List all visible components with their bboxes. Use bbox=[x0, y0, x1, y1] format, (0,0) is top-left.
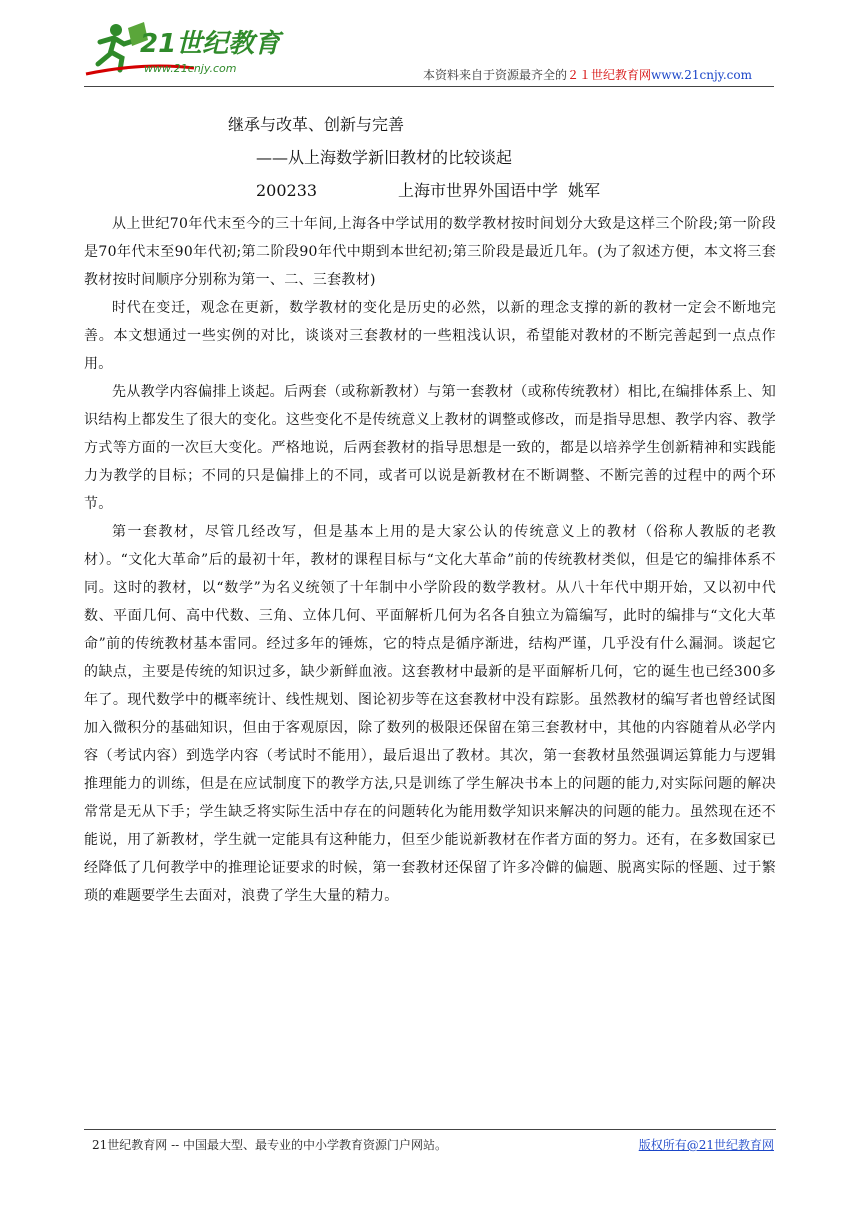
paragraph: 从上世纪70年代末至今的三十年间,上海各中学试用的数学教材按时间划分大致是这样三个阶段;第一阶段是70年代末至90年代初;第二阶段90年代中期到本世纪初;第三阶段是最近几年。(为了叙述方便，本文将三套教材按时间顺序分别称为第一、二、三套教材) bbox=[84, 216, 776, 288]
header-note-prefix: 本资料来自于资源最齐全的 bbox=[423, 68, 568, 82]
article-body bbox=[84, 210, 776, 910]
header-note-url-link[interactable]: www.21cnjy.com bbox=[651, 68, 752, 82]
page-header bbox=[0, 0, 860, 90]
header-note-site: ２１世纪教育网 bbox=[567, 68, 652, 82]
author-name: 姚军 bbox=[568, 181, 601, 200]
paragraph: 先从教学内容偏排上谈起。后两套（或称新教材）与第一套教材（或称传统教材）相比,在编排体系上、知识结构上都发生了很大的变化。这些变化不是传统意义上教材的调整或修改，而是指导思想、教学内容、教学方式等方面的一次巨大变化。严格地说，后两套教材的指导思想是一致的，都是以培养学生创新精神和实践能力为教学的目标；不同的只是偏排上的不同，或者可以说是新教材在不断调整、不断完善的过程中的两个环节。 bbox=[84, 384, 776, 512]
footer-copyright-link[interactable]: 版权所有@21世纪教育网 bbox=[638, 1138, 774, 1152]
logo-url-text: www.21cnjy.com bbox=[144, 62, 237, 75]
article-title: 继承与改革、创新与完善 bbox=[228, 115, 405, 134]
logo-graphic bbox=[84, 18, 284, 80]
postal-code: 200233 bbox=[256, 181, 318, 200]
paragraph: 时代在变迁，观念在更新，数学教材的变化是历史的必然，以新的理念支撑的新的教材一定会不断地完善。本文想通过一些实例的对比，谈谈对三套教材的一些粗浅认识，希望能对教材的不断完善起到一点点作用。 bbox=[84, 300, 776, 372]
header-divider bbox=[84, 86, 774, 87]
article-meta bbox=[256, 181, 600, 201]
header-source-note bbox=[423, 68, 752, 82]
footer-divider bbox=[84, 1129, 776, 1130]
article-subtitle: ——从上海数学新旧教材的比较谈起 bbox=[256, 148, 513, 167]
school-name: 上海市世界外国语中学 bbox=[398, 181, 559, 200]
logo-text: 21世纪教育 bbox=[140, 29, 281, 59]
footer-site-description: 21世纪教育网 -- 中国最大型、最专业的中小学教育资源门户网站。 bbox=[92, 1138, 448, 1152]
site-logo[interactable] bbox=[84, 18, 284, 80]
paragraph: 第一套教材，尽管几经改写，但是基本上用的是大家公认的传统意义上的教材（俗称人教版的老教材）。“文化大革命”后的最初十年，教材的课程目标与“文化大革命”前的传统教材类似，但是它的编排体系不同。这时的教材，以“数学”为名义统领了十年制中小学阶段的数学教材。从八十年代中期开始，又以初中代数、平面几何、高中代数、三角、立体几何、平面解析几何为名各自独立为篇编写，此时的编排与“文化大革命”前的传统教材基本雷同。经过多年的锤炼，它的特点是循序渐进，结构严谨，几乎没有什么漏洞。谈起它的缺点，主要是传统的知识过多，缺少新鲜血液。这套教材中最新的是平面解析几何，它的诞生也已经300多年了。现代数学中的概率统计、线性规划、图论初步等在这套教材中没有踪影。虽然教材的编写者也曾经试图加入微积分的基础知识，但由于客观原因，除了数列的极限还保留在第三套教材中，其他的内容随着从必学内容（考试内容）到选学内容（考试时不能用），最后退出了教材。其次，第一套教材虽然强调运算能力与逻辑推理能力的训练，但是在应试制度下的教学方法,只是训练了学生解决书本上的问题的能力,对实际问题的解决常常是无从下手；学生缺乏将实际生活中存在的问题转化为能用数学知识来解决的问题的能力。虽然现在还不能说，用了新教材，学生就一定能具有这种能力，但至少能说新教材在作者方面的努力。还有，在多数国家已经降低了几何教学中的推理论证要求的时候，第一套教材还保留了许多冷僻的偏题、脱离实际的怪题、过于繁琐的难题要学生去面对，浪费了学生大量的精力。 bbox=[84, 524, 776, 904]
